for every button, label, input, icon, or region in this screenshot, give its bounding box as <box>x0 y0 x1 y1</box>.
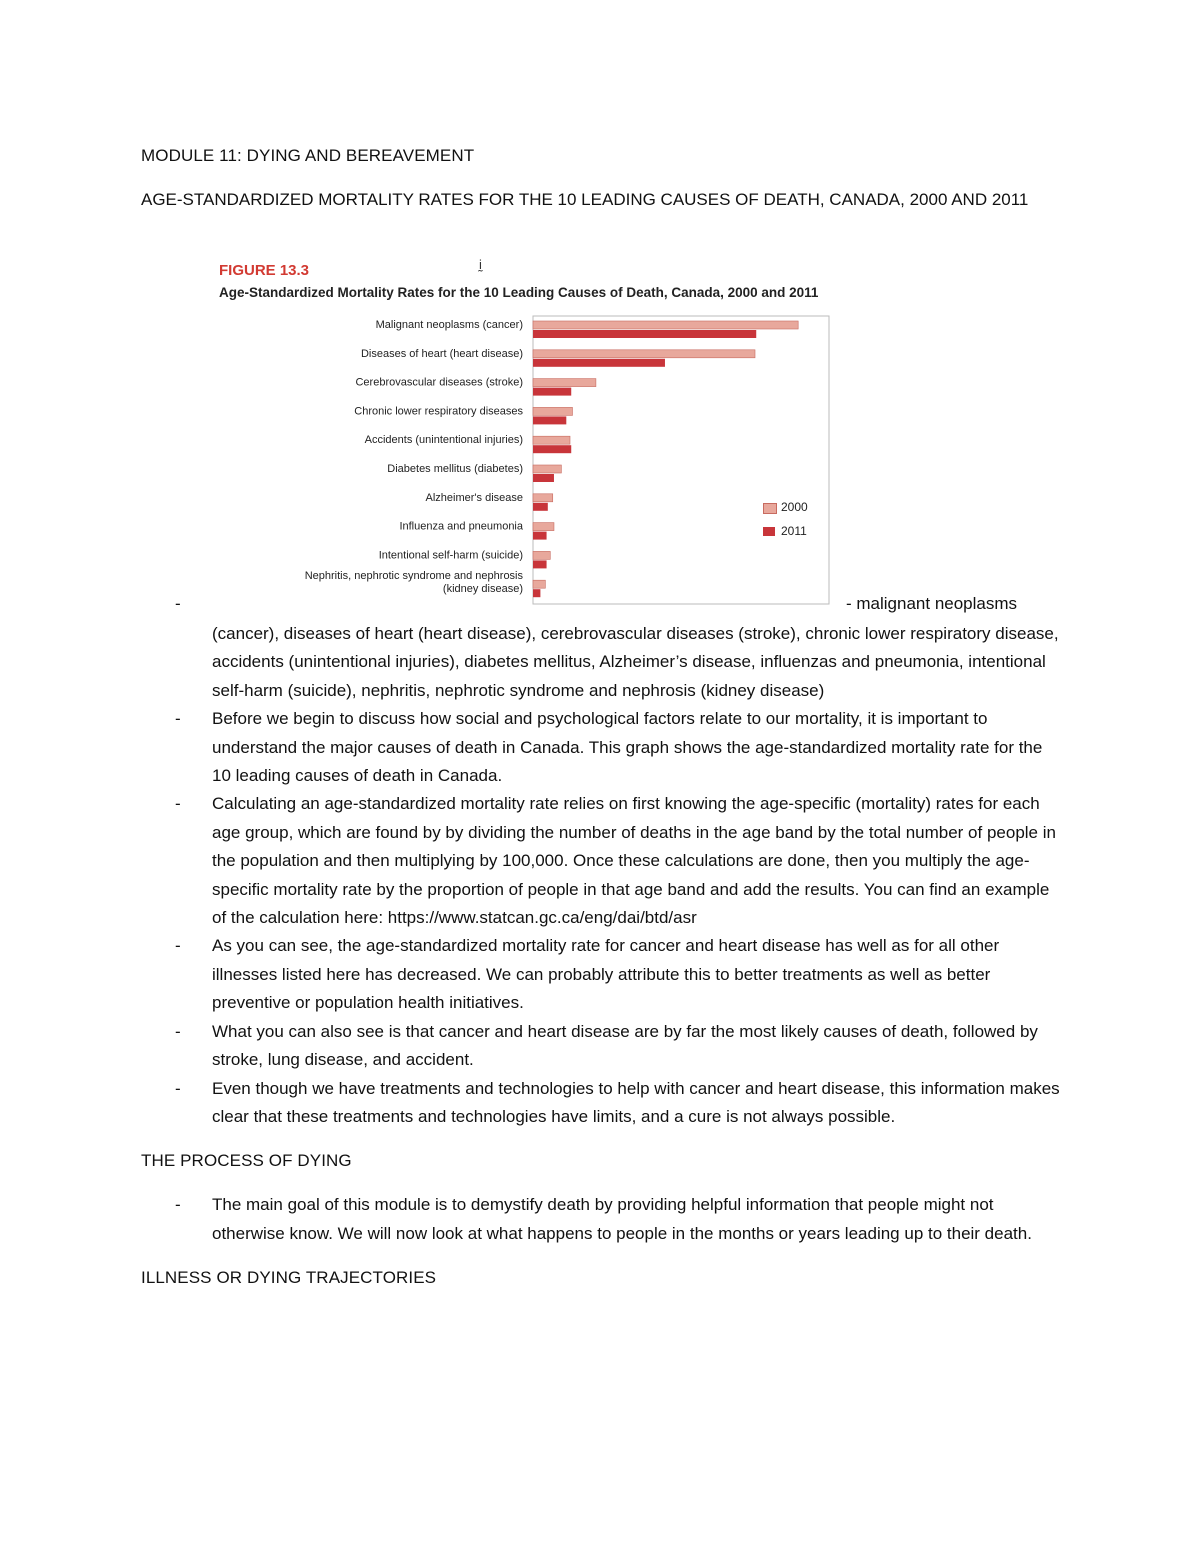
bar-2011 <box>533 388 571 396</box>
section-title: AGE-STANDARDIZED MORTALITY RATES FOR THE 10 LEADING CAUSES OF DEATH, CANADA, 2000 AND 2011 <box>141 190 1029 209</box>
bar-2000 <box>533 580 545 588</box>
bullet-text: Before we begin to discuss how social and psychological factors relate to our mortality, it is important to understand the major causes of death in Canada. This graph shows the age-standardized mortality rate for the 10 leading causes of death in Canada. <box>212 709 1043 786</box>
list-item <box>141 620 1061 705</box>
category-label: Accidents (unintentional injuries) <box>364 434 523 447</box>
legend-label-2011: 2011 <box>781 524 807 538</box>
category-label: Diabetes mellitus (diabetes) <box>387 463 523 475</box>
category-label: Influenza and pneumonia <box>399 520 523 533</box>
bar-2011 <box>533 503 548 511</box>
legend-label-2000: 2000 <box>781 500 808 514</box>
bar-2011 <box>533 359 665 367</box>
category-label: Malignant neoplasms (cancer) <box>375 319 523 331</box>
bullet-text: What you can also see is that cancer and heart disease are by far the most likely causes of death, followed by stroke, lung disease, and accident. <box>212 1021 1038 1070</box>
bar-2000 <box>533 407 572 415</box>
bar-2000 <box>533 551 550 559</box>
bullet-text: Calculating an age-standardized mortality rate relies on first knowing the age-specific (mortality) rates for each age group, which are found by by dividing the number of deaths in the age band by the total number of people in the population and then multiplying by 100,000. Once these calculations are done, then you multiply the age-specific mortality rate by the proportion of people in that age band and add the results. You can find an example of the calculation here: https://www.statcan.gc.ca/eng/dai/btd/asr <box>212 794 1056 928</box>
bar-2011 <box>533 560 547 568</box>
bar-chart <box>219 306 839 606</box>
bullet-dash: - <box>175 936 181 956</box>
section-3-title: ILLNESS OR DYING TRAJECTORIES <box>141 1268 437 1288</box>
category-label: Chronic lower respiratory diseases <box>354 405 523 418</box>
legend-swatch-2000 <box>763 503 777 514</box>
figure-13-3 <box>219 258 839 608</box>
bullet-dash: - <box>175 1195 181 1215</box>
legend-swatch-2011 <box>763 527 775 536</box>
bar-2011 <box>533 416 566 424</box>
category-label: Cerebrovascular diseases (stroke) <box>355 376 523 389</box>
list-item <box>141 790 1061 932</box>
bar-2011 <box>533 445 571 453</box>
bar-2011 <box>533 532 547 540</box>
bar-2011 <box>533 474 554 482</box>
list-item <box>141 1018 1061 1075</box>
bullet-dash: - <box>175 709 181 729</box>
bullet-text: The main goal of this module is to demystify death by providing helpful information that people might not otherwise know. We will now look at what happens to people in the months or years leading up to their death. <box>212 1195 1032 1243</box>
figure-label: FIGURE 13.3 <box>219 262 310 279</box>
category-label: Nephritis, nephrotic syndrome and nephrosis (kidney disease) <box>304 570 523 596</box>
bar-2000 <box>533 436 570 444</box>
bullet-list <box>141 620 1061 1292</box>
figure-line-dash: - <box>175 594 181 613</box>
bar-2000 <box>533 523 554 531</box>
cursor-mark: ḭ <box>479 257 482 272</box>
bullet-dash: - <box>175 794 181 814</box>
bar-2000 <box>533 494 553 502</box>
bullet-text: Even though we have treatments and technologies to help with cancer and heart disease, this information makes clear that these treatments and technologies have limits, and a cure is not always possible. <box>212 1078 1060 1126</box>
list-item <box>141 1191 1061 1248</box>
bullet-text: As you can see, the age-standardized mortality rate for cancer and heart disease has well as for all other illnesses listed here has decreased. We can probably attribute this to better treatments as well as better preventive or population health initiatives. <box>212 936 1000 1013</box>
category-label: Intentional self-harm (suicide) <box>378 549 523 562</box>
bar-2000 <box>533 321 798 329</box>
bar-2000 <box>533 350 755 358</box>
figure-title: Age-Standardized Mortality Rates for the 10 Leading Causes of Death, Canada, 2000 and 2011 <box>219 285 819 300</box>
bar-2000 <box>533 379 596 387</box>
bar-2011 <box>533 589 540 597</box>
section-2-title: THE PROCESS OF DYING <box>141 1151 352 1171</box>
bar-2011 <box>533 330 756 338</box>
bullet-dash: - <box>175 1078 181 1098</box>
bullet-text: (cancer), diseases of heart (heart disease), cerebrovascular diseases (stroke), chronic lower respiratory disease, accidents (unintentional injuries), diabetes mellitus, Alzheimer’s disease, influenzas and pneumonia, intentional self-harm (suicide), nephritis, nephrotic syndrome and nephrosis (kidney disease) <box>212 624 1059 700</box>
bar-2000 <box>533 465 561 473</box>
category-label: Diseases of heart (heart disease) <box>360 347 523 360</box>
module-title: MODULE 11: DYING AND BEREAVEMENT <box>141 146 475 165</box>
category-label: Alzheimer's disease <box>425 491 523 504</box>
list-item <box>141 1075 1061 1132</box>
list-item <box>141 932 1061 1017</box>
bullet-dash: - <box>175 1021 181 1041</box>
list-item <box>141 705 1061 790</box>
figure-line-text: - malignant neoplasms <box>846 594 1018 613</box>
